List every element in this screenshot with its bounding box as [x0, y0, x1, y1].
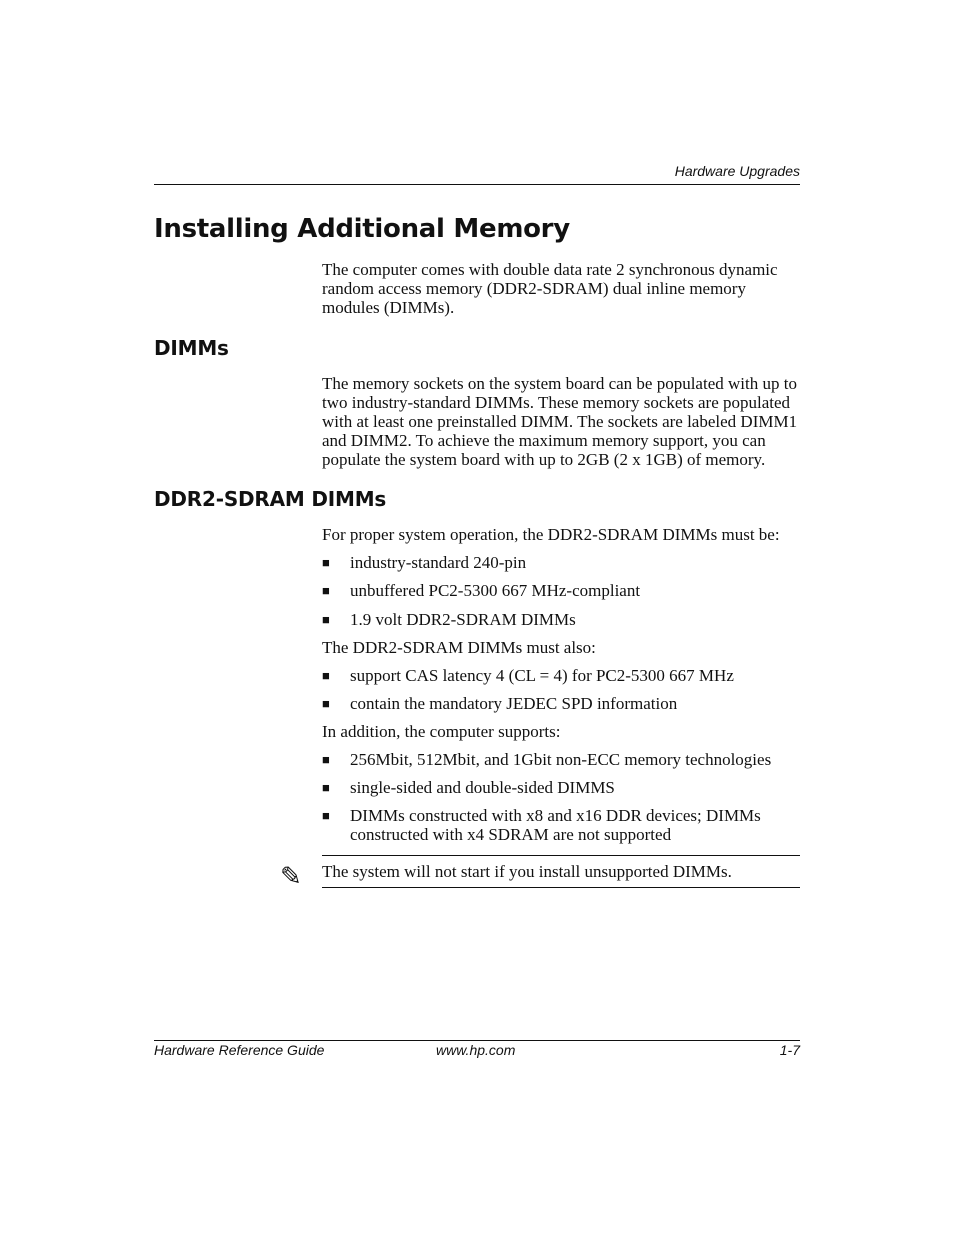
list-item-text: industry-standard 240-pin — [350, 553, 527, 572]
bullet-icon: ■ — [322, 668, 330, 683]
section-heading-ddr2: DDR2-SDRAM DIMMs — [154, 487, 387, 511]
footer-guide-title: Hardware Reference Guide — [154, 1042, 325, 1058]
note-rule-bottom — [322, 887, 800, 888]
bullet-icon: ■ — [322, 752, 330, 767]
bullet-icon: ■ — [322, 583, 330, 598]
ddr2-lead-3: In addition, the computer supports: — [322, 722, 561, 741]
note-text: The system will not start if you install unsupported DIMMs. — [322, 862, 732, 881]
bullet-icon: ■ — [322, 612, 330, 627]
list-item-text: 256Mbit, 512Mbit, and 1Gbit non-ECC memory technologies — [350, 750, 772, 769]
pencil-note-icon: ✎ — [280, 862, 302, 892]
list-item-text: DIMMs constructed with x8 and x16 DDR devices; DIMMs constructed with x4 SDRAM are not supported — [350, 806, 761, 844]
intro-paragraph: The computer comes with double data rate 2 synchronous dynamic random access memory (DDR2-SDRAM) dual inline memory modules (DIMMs). — [322, 260, 778, 317]
list-item-text: single-sided and double-sided DIMMS — [350, 778, 615, 797]
page-number: 1-7 — [779, 1042, 800, 1058]
list-item-text: unbuffered PC2-5300 667 MHz-compliant — [350, 581, 641, 600]
list-item-text: 1.9 volt DDR2-SDRAM DIMMs — [350, 610, 576, 629]
page-title: Installing Additional Memory — [154, 214, 570, 244]
section-heading-dimms: DIMMs — [154, 336, 229, 360]
note-rule-top — [322, 855, 800, 856]
header-rule — [154, 184, 800, 185]
footer-rule — [154, 1040, 800, 1041]
dimms-paragraph: The memory sockets on the system board can be populated with up to two industry-standard DIMMs. These memory sockets are populated with at least one preinstalled DIMM. The sockets are labeled DIMM1 and DIMM2. To achieve the maximum memory support, you can populate the system board with up to 2GB (2 x 1GB) of memory. — [322, 374, 798, 469]
bullet-icon: ■ — [322, 696, 330, 711]
bullet-icon: ■ — [322, 808, 330, 823]
ddr2-lead-2: The DDR2-SDRAM DIMMs must also: — [322, 638, 596, 657]
ddr2-lead-1: For proper system operation, the DDR2-SDRAM DIMMs must be: — [322, 525, 780, 544]
footer-url: www.hp.com — [436, 1042, 516, 1058]
bullet-icon: ■ — [322, 780, 330, 795]
bullet-icon: ■ — [322, 555, 330, 570]
list-item-text: contain the mandatory JEDEC SPD information — [350, 694, 678, 713]
list-item-text: support CAS latency 4 (CL = 4) for PC2-5300 667 MHz — [350, 666, 734, 685]
running-header: Hardware Upgrades — [674, 163, 800, 179]
